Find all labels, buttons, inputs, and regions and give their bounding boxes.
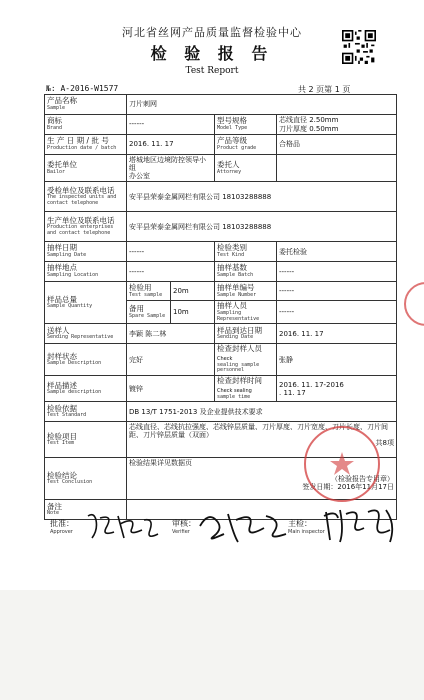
sample-desc-value: 镀锌: [127, 376, 215, 402]
label: 检验依据: [47, 403, 77, 413]
approver-cn: 批准：: [50, 519, 74, 528]
label: 抽样日期: [47, 243, 77, 253]
table-row: [45, 95, 397, 115]
product-name-value: 刀片刺网: [127, 95, 397, 115]
label-en: Production enterprises and contact telephone: [47, 224, 114, 236]
table-row: [45, 155, 397, 182]
inspector-cn: 主检：: [288, 519, 312, 528]
bailor-value: 塔城地区边境防控领导小组 办公室: [127, 155, 215, 182]
table-row: [45, 262, 397, 282]
table-row: [45, 212, 397, 242]
label-en: Test Kind: [217, 252, 245, 259]
label-en: Sample Number: [217, 291, 257, 298]
label: 产品名称: [47, 96, 77, 106]
table-row: [45, 182, 397, 212]
label: 抽样基数: [217, 263, 247, 273]
label-en: Sample description: [47, 389, 102, 396]
verifier-signature: [194, 506, 294, 546]
label: 抽样单编号: [217, 282, 255, 292]
label: 受检单位及联系电话: [47, 185, 115, 195]
brand-value: ------: [127, 115, 215, 135]
label-en: Sample Batch: [217, 272, 254, 279]
grade-value: 合格品: [277, 135, 397, 155]
label: 委托人: [217, 159, 240, 169]
label-en-inline: Check: [217, 355, 233, 362]
label-en: The inspected units and contact telephone: [47, 194, 117, 206]
verifier-label: [172, 518, 196, 535]
approver-en: Approver: [50, 529, 73, 535]
label-en: Sending Date: [217, 334, 254, 341]
seal-desc-value: 完好: [127, 344, 215, 376]
label-en: Attorney: [217, 168, 242, 175]
seal-check-person-value: 张静: [277, 344, 397, 376]
label-en: Bailor: [47, 168, 66, 175]
sample-number-value: ------: [277, 282, 397, 301]
sampling-location-value: ------: [127, 262, 215, 282]
label-en: Test sample: [129, 291, 163, 298]
seal-note: （检验报告专用章）: [331, 475, 394, 484]
label-en: Production date / batch: [47, 144, 117, 151]
label-en: sample time: [217, 393, 251, 400]
label-en: Sampling Location: [47, 272, 99, 279]
label: 商标: [47, 116, 62, 126]
label-en: Note: [47, 510, 60, 517]
test-standard-value: DB 13/T 1751-2013 及企业提供技术要求: [127, 402, 397, 422]
approver-label: [50, 518, 74, 535]
label: 抽样人员: [217, 301, 247, 311]
table-row: [45, 115, 397, 135]
table-row: [45, 324, 397, 344]
label-en-inline: Check sealing: [217, 387, 252, 394]
label: 样品到达日期: [217, 325, 262, 335]
spare-sample-value: 10m: [171, 301, 215, 324]
label: 样品描述: [47, 380, 77, 390]
table-row: [45, 344, 397, 376]
label: [217, 377, 274, 394]
inspector-signature: [320, 504, 400, 546]
label-en: Sample: [47, 104, 66, 111]
label: 检验结论: [47, 470, 77, 480]
label: 产品等级: [217, 136, 247, 146]
label: 生 产 日 期 / 批 号: [47, 136, 109, 146]
label-en: Test Standard: [47, 412, 87, 419]
label: 委托单位: [47, 159, 77, 169]
label-en: Test Item: [47, 440, 75, 447]
label-en: Sample Quantity: [47, 303, 93, 310]
page-info: 共 2 页第 1 页: [298, 85, 351, 94]
test-sample-value: 20m: [171, 282, 215, 301]
table-row: [45, 376, 397, 402]
inspected-unit-value: 安平县荣泰金属网栏有限公司 18103288888: [127, 182, 397, 212]
label: 检验用: [129, 282, 152, 292]
label-en: Model Type: [217, 124, 248, 131]
production-date-value: 2016. 11. 17: [127, 135, 215, 155]
model-value: 芯线直径 2.50mm 刀片厚度 0.50mm: [277, 115, 397, 135]
table-row: [45, 282, 397, 301]
signature-row: [44, 516, 396, 546]
label-en: Spare Sample: [129, 312, 166, 319]
test-item-text: 芯线直径、芯线抗拉强度、芯线锌层质量、刀片厚度、刀片宽度、刀片长度、刀片间距、刀片锌层质量（双面）: [129, 423, 388, 440]
label: 样品总量: [47, 294, 77, 304]
seal-check-time-value: 2016. 11. 17-2016 . 11. 17: [277, 376, 397, 402]
label-en: Product grade: [217, 144, 257, 151]
approver-signature: [84, 510, 164, 544]
official-seal: [304, 426, 380, 502]
sampling-date-value: ------: [127, 242, 215, 262]
sampling-rep-value: ------: [277, 301, 397, 324]
report-number: №: A-2016-W1577: [46, 84, 119, 93]
organization-name: 河北省丝网产品质量监督检验中心: [122, 26, 302, 39]
inspector-en: Main inspector: [288, 529, 325, 535]
label: [217, 345, 274, 362]
report-title: 检 验 报 告: [150, 44, 274, 63]
sending-date-value: 2016. 11. 17: [277, 324, 397, 344]
label-en: Sampling Date: [47, 252, 87, 259]
test-kind-value: 委托检验: [277, 242, 397, 262]
verifier-cn: 审核：: [172, 519, 196, 528]
label: 封样状态: [47, 351, 77, 361]
edge-seal: [404, 282, 424, 326]
label-en: Sampling Representative: [217, 309, 260, 322]
test-item-count: 共8项: [375, 439, 394, 448]
table-row: [45, 135, 397, 155]
sample-batch-value: ------: [277, 262, 397, 282]
attorney-value: [277, 155, 397, 182]
production-unit-value: 安平县荣泰金属网栏有限公司 18103288888: [127, 212, 397, 242]
label: 备用: [129, 304, 144, 314]
label-cn-text: 检查封样人员: [217, 344, 262, 354]
table-row: [45, 242, 397, 262]
label-en: Sample Description: [47, 360, 102, 367]
issue-date: 签发日期：2016年11月17日: [302, 483, 394, 492]
sending-rep-value: 李颖 陈二林: [127, 324, 215, 344]
label: 送样人: [47, 325, 70, 335]
label: 检验项目: [47, 431, 77, 441]
label-en: Sending Representative: [47, 334, 114, 341]
label-en: sealing sample personnel: [217, 361, 260, 374]
label-cn-text: 检查封样时间: [217, 376, 262, 386]
label: 备注: [47, 501, 62, 511]
label-en: Brand: [47, 124, 63, 131]
report-subtitle: Test Report: [185, 66, 239, 76]
label: 检验类别: [217, 243, 247, 253]
qr-code-icon: [342, 30, 376, 64]
seal-star-icon: [306, 428, 378, 500]
verifier-en: Verifier: [172, 529, 190, 535]
label: 型号规格: [217, 116, 247, 126]
table-row: [45, 402, 397, 422]
label: 生产单位及联系电话: [47, 215, 115, 225]
label: 抽样地点: [47, 263, 77, 273]
label-en: Test Conclusion: [47, 479, 93, 486]
conclusion-value: 检验结果详见数据页: [129, 459, 192, 468]
